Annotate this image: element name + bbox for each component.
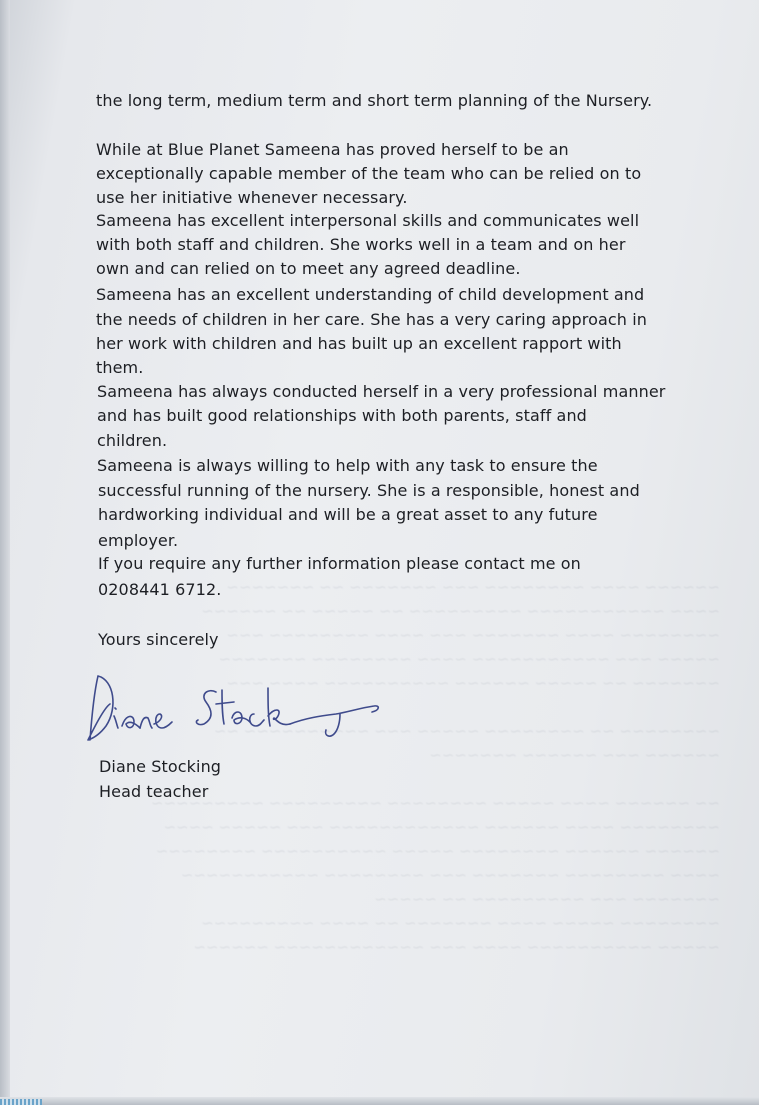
page-bottom-edge (0, 1097, 759, 1105)
letter-line: own and can relied on to meet any agreed deadline. (96, 259, 521, 278)
letter-line: 0208441 6712. (98, 580, 222, 599)
page-left-edge (0, 0, 10, 1105)
letter-line: and has built good relationships with both parents, staff and (97, 406, 587, 425)
letter-line: successful running of the nursery. She is a responsible, honest and (98, 481, 640, 500)
letter-line: exceptionally capable member of the team who can be relied on to (96, 164, 642, 183)
letter-line: Sameena has an excellent understanding of child development and (96, 285, 645, 304)
letter-line: Sameena is always willing to help with any task to ensure the (97, 456, 598, 475)
letter-line: While at Blue Planet Sameena has proved herself to be an (96, 140, 569, 159)
letter-closing: Yours sincerely (98, 630, 219, 649)
letter-line: If you require any further information please contact me on (98, 554, 581, 573)
letter-line: use her initiative whenever necessary. (96, 188, 408, 207)
letter-line: employer. (98, 531, 179, 550)
letter-line: her work with children and has built up an excellent rapport with (96, 334, 622, 353)
signatory-name: Diane Stocking (99, 757, 222, 776)
corner-marker (0, 1099, 42, 1105)
letter-line: children. (97, 431, 168, 450)
letter-line: Sameena has excellent interpersonal skills and communicates well (96, 211, 640, 230)
letter-line: with both staff and children. She works well in a team and on her (96, 235, 626, 254)
handwritten-signature (84, 668, 394, 748)
letter-line: them. (96, 358, 144, 377)
signatory-title: Head teacher (99, 782, 209, 801)
letter-line: Sameena has always conducted herself in a very professional manner (97, 382, 666, 401)
letter-line: the needs of children in her care. She has a very caring approach in (96, 310, 647, 329)
letter-line: hardworking individual and will be a great asset to any future (98, 505, 598, 524)
letter-opening-line: the long term, medium term and short term planning of the Nursery. (96, 91, 653, 110)
reverse-side-show-through: ~~~~~~ ~~~~ ~~~~~~~~ ~~~ ~~~~~~~ ~~ ~~~~~~~ ~~~~ ~~~~~~~~~~~ ~~~~~~~~~ ~~ ~~~~~ ~~ ~~~~~~ ~~~~~~~~ ~~~~ ~~~~~~~ ~~~ ~~~~ ~~~~~~~~ ~~~ ~~~~~ ~~~ ~~~~~~~~~~~ ~~~~ ~~~~~~~~ ~~~~~~~ ~~~~~~~ ~~ ~~~~~ ~~~~~~ ~~~~~~~~~~ ~~~~ ~~~ ~~~~~~~~ ~~ ~~~~~~~~ ~~~~~ ~~~ ~~~~~~~~~~ ~~ ~~~~~~ ~~~ ~~~~~~ ~~~~~~~ ~~ ~~~~~~ ~~~~ ~~~~~ ~~~~~~~~ ~~~~~~~~~ ~~~~~~~~~ ~~~~~~~~ ~~~~ ~~~~~~ ~~~~~~~~~~~~ ~~~ ~~~~~ ~~~~ ~~~~~~ ~~~~~~ ~~~~~~~~ ~~~~~ ~~~~~~~~~~ ~~~~~~~~ ~~~~ ~~~~~~~~ ~~~~~~~ ~~~ ~~~~~~~~ ~~~~~~~~~~~ ~~~~~~~ ~~~ ~~~~~~~~~ ~~ ~~~~~ ~~~~~~~~ ~~~~~ ~~~~ ~~~~~~~ ~~ ~~~~ ~~~~~~~~~ ~~~~~ ~~~~~~~~~~ ~~~~ ~~~ ~~~~~~~~~~~~ ~~~~~~ (150, 578, 720, 956)
